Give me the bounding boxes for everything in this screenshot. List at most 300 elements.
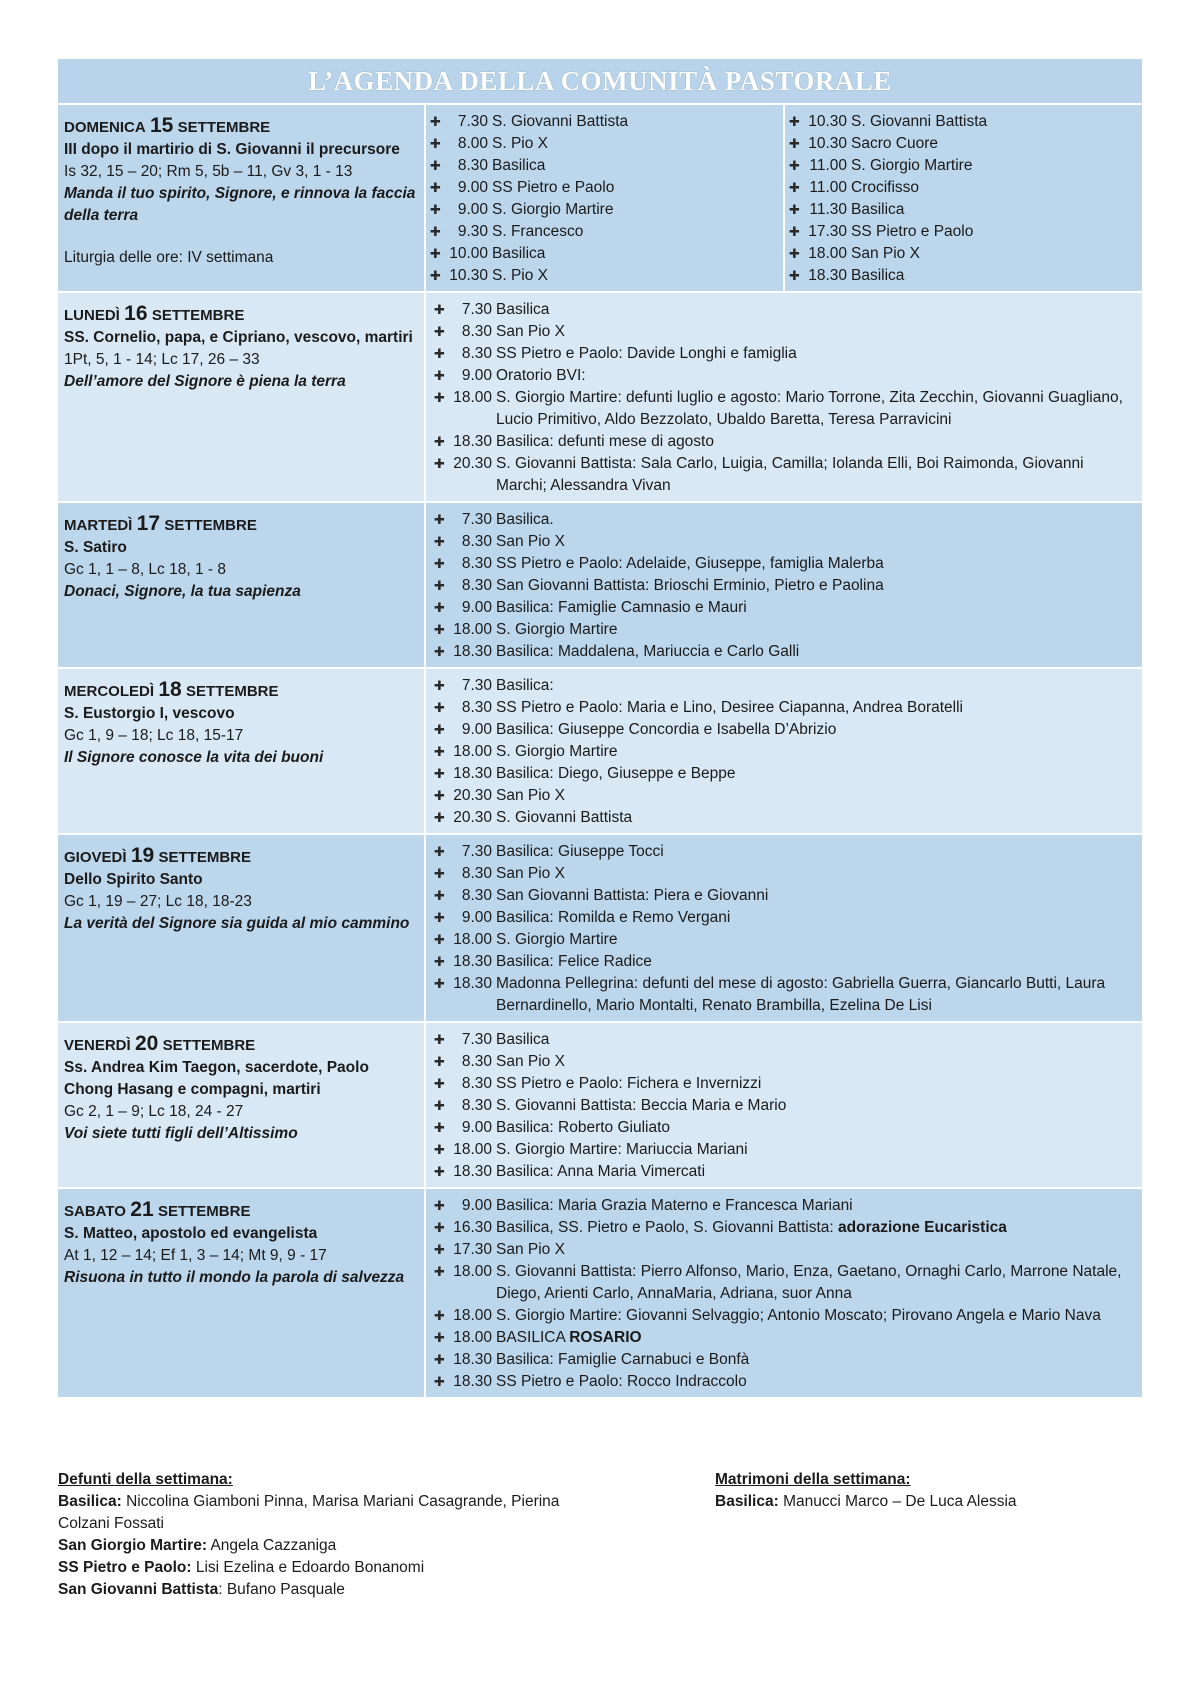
- event-time: 7.30: [461, 511, 492, 528]
- event-time: 10.00: [449, 245, 488, 262]
- cross-icon: ✚: [434, 910, 445, 925]
- event-text: S. Giovanni Battista: Beccia Maria e Mario: [496, 1097, 787, 1114]
- cross-icon: ✚: [434, 1330, 445, 1345]
- event-text: Basilica.: [496, 511, 554, 528]
- event-item: [434, 785, 1136, 807]
- liturgy-note: Liturgia delle ore: IV settimana: [64, 249, 274, 266]
- event-description: [496, 841, 1136, 863]
- event-text: S. Giorgio Martire: [492, 201, 614, 218]
- event-item: [789, 265, 1136, 287]
- event-time: 9.00: [457, 179, 488, 196]
- day-month: SETTEMBRE: [162, 1037, 256, 1054]
- psalm-response: Voi siete tutti figli dell’Altissimo: [64, 1125, 298, 1142]
- event-item: [434, 1139, 1136, 1161]
- event-description: [496, 597, 1136, 619]
- event-text: Basilica: Famiglie Carnabuci e Bonfà: [496, 1351, 750, 1368]
- cross-icon: ✚: [434, 1076, 445, 1091]
- event-text: San Pio X: [496, 865, 565, 882]
- cross-icon: ✚: [434, 534, 445, 549]
- event-time: 11.30: [809, 201, 847, 218]
- event-item: [430, 177, 777, 199]
- cross-icon: ✚: [434, 1032, 445, 1047]
- event-item: [434, 1073, 1136, 1095]
- event-text: Basilica: [496, 1031, 550, 1048]
- event-description: [496, 929, 1136, 951]
- cross-icon: ✚: [434, 888, 445, 903]
- event-time: 18.30: [453, 975, 492, 992]
- event-time: 8.30: [461, 345, 492, 362]
- event-time: 18.00: [453, 621, 492, 638]
- day-heading: [64, 513, 418, 537]
- footer-names: Angela Cazzaniga: [207, 1537, 337, 1554]
- feast-name: SS. Cornelio, papa, e Cipriano, vescovo, martiri: [64, 329, 413, 346]
- event-description: [851, 221, 1136, 243]
- event-text: Basilica: Anna Maria Vimercati: [496, 1163, 706, 1180]
- cross-icon: ✚: [434, 1264, 445, 1279]
- event-item: [434, 885, 1136, 907]
- days-table: [58, 105, 1142, 1397]
- day-name: GIOVEDÌ: [64, 849, 127, 866]
- psalm-response: Il Signore conosce la vita dei buoni: [64, 749, 324, 766]
- event-description: [492, 221, 777, 243]
- cross-icon: ✚: [434, 578, 445, 593]
- event-text: Basilica:: [496, 677, 554, 694]
- event-highlight: adorazione Eucaristica: [838, 1219, 1007, 1236]
- event-item: [434, 531, 1136, 553]
- event-text: S. Giovanni Battista: [496, 809, 633, 826]
- event-time: 8.30: [461, 699, 492, 716]
- event-text: Basilica: [851, 267, 905, 284]
- psalm-response: Manda il tuo spirito, Signore, e rinnova la faccia della terra: [64, 185, 416, 224]
- event-text: Basilica: [851, 201, 905, 218]
- psalm-response: La verità del Signore sia guida al mio cammino: [64, 915, 410, 932]
- event-time: 18.00: [453, 1263, 492, 1280]
- event-item: [434, 929, 1136, 951]
- cross-icon: ✚: [789, 202, 800, 217]
- event-time: 8.30: [461, 1097, 492, 1114]
- event-time: 10.30: [449, 267, 488, 284]
- event-highlight: ROSARIO: [569, 1329, 642, 1346]
- event-description: [496, 719, 1136, 741]
- cross-icon: ✚: [434, 644, 445, 659]
- event-text: San Pio X: [496, 533, 565, 550]
- day-number: 17: [136, 512, 160, 535]
- event-time: 9.00: [461, 1119, 492, 1136]
- mass-column: [426, 105, 783, 291]
- event-description: [496, 553, 1136, 575]
- day-info: [58, 503, 426, 667]
- event-description: [496, 1095, 1136, 1117]
- cross-icon: ✚: [434, 1308, 445, 1323]
- event-item: [434, 763, 1136, 785]
- event-time: 11.00: [809, 157, 847, 174]
- event-item: [434, 1095, 1136, 1117]
- event-text: SS Pietro e Paolo: Maria e Lino, Desiree Ciapanna, Andrea Boratelli: [496, 699, 963, 716]
- event-time: 18.00: [453, 931, 492, 948]
- event-text: S. Giovanni Battista: Pierro Alfonso, Mario, Enza, Gaetano, Ornaghi Carlo, Marrone Natale, Diego, Arienti Carlo, AnnaMaria, Adriana, suor Anna: [496, 1263, 1122, 1302]
- cross-icon: ✚: [434, 1220, 445, 1235]
- day-name: LUNEDÌ: [64, 307, 120, 324]
- event-item: [434, 973, 1136, 1017]
- psalm-response: Donaci, Signore, la tua sapienza: [64, 583, 301, 600]
- day-month: SETTEMBRE: [185, 683, 279, 700]
- cross-icon: ✚: [430, 180, 441, 195]
- event-description: [492, 111, 777, 133]
- event-description: [496, 1051, 1136, 1073]
- cross-icon: ✚: [434, 456, 445, 471]
- event-text: Basilica: Roberto Giuliato: [496, 1119, 671, 1136]
- event-description: [496, 1195, 1136, 1217]
- event-text: Basilica: Giuseppe Concordia e Isabella D’Abrizio: [496, 721, 837, 738]
- event-time: 7.30: [461, 1031, 492, 1048]
- event-item: [434, 951, 1136, 973]
- day-info: [58, 669, 426, 833]
- day-name: MARTEDÌ: [64, 517, 133, 534]
- event-description: [496, 1029, 1136, 1051]
- event-item: [430, 221, 777, 243]
- cross-icon: ✚: [430, 224, 441, 239]
- cross-icon: ✚: [434, 1054, 445, 1069]
- event-description: [496, 453, 1136, 497]
- event-text: San Giovanni Battista: Piera e Giovanni: [496, 887, 769, 904]
- event-time: 8.00: [457, 135, 488, 152]
- cross-icon: ✚: [434, 390, 445, 405]
- event-item: [434, 321, 1136, 343]
- event-text: SS Pietro e Paolo: Fichera e Invernizzi: [496, 1075, 762, 1092]
- day-row: [58, 503, 1142, 667]
- footer-entry: [58, 1535, 578, 1557]
- cross-icon: ✚: [434, 346, 445, 361]
- event-time: 8.30: [457, 157, 488, 174]
- mass-schedule: [426, 293, 1142, 501]
- day-name: DOMENICA: [64, 119, 146, 136]
- event-description: [496, 641, 1136, 663]
- mass-schedule: [426, 835, 1142, 1021]
- event-description: [496, 531, 1136, 553]
- cross-icon: ✚: [430, 268, 441, 283]
- event-time: 18.00: [453, 389, 492, 406]
- event-description: [496, 1261, 1136, 1305]
- event-text: Basilica: Famiglie Camnasio e Mauri: [496, 599, 747, 616]
- cross-icon: ✚: [434, 1120, 445, 1135]
- event-time: 7.30: [461, 301, 492, 318]
- cross-icon: ✚: [434, 810, 445, 825]
- cross-icon: ✚: [434, 678, 445, 693]
- event-description: [492, 265, 777, 287]
- event-description: [496, 343, 1136, 365]
- event-description: [496, 951, 1136, 973]
- event-text: S. Pio X: [492, 135, 548, 152]
- event-item: [434, 431, 1136, 453]
- event-time: 8.30: [461, 533, 492, 550]
- event-item: [434, 697, 1136, 719]
- event-description: [851, 265, 1136, 287]
- cross-icon: ✚: [434, 954, 445, 969]
- day-info: [58, 1189, 426, 1397]
- cross-icon: ✚: [789, 268, 800, 283]
- event-item: [434, 863, 1136, 885]
- event-item: [430, 243, 777, 265]
- event-text: San Pio X: [496, 787, 565, 804]
- cross-icon: ✚: [434, 512, 445, 527]
- day-row: [58, 1189, 1142, 1397]
- event-item: [430, 199, 777, 221]
- footer-entry: [58, 1579, 578, 1601]
- event-time: 9.30: [457, 223, 488, 240]
- event-item: [434, 1217, 1136, 1239]
- matrimoni-section: [715, 1469, 1135, 1513]
- event-item: [434, 1051, 1136, 1073]
- cross-icon: ✚: [789, 114, 800, 129]
- event-text: BASILICA: [496, 1329, 570, 1346]
- event-item: [789, 111, 1136, 133]
- event-description: [851, 177, 1136, 199]
- readings: Gc 1, 9 – 18; Lc 18, 15-17: [64, 727, 244, 744]
- event-text: S. Giorgio Martire: [851, 157, 973, 174]
- cross-icon: ✚: [434, 744, 445, 759]
- event-text: Basilica: Romilda e Remo Vergani: [496, 909, 731, 926]
- cross-icon: ✚: [789, 224, 800, 239]
- event-text: SS Pietro e Paolo: Adelaide, Giuseppe, famiglia Malerba: [496, 555, 884, 572]
- event-time: 18.00: [453, 1141, 492, 1158]
- cross-icon: ✚: [789, 246, 800, 261]
- defunti-title: Defunti della settimana:: [58, 1471, 233, 1488]
- event-description: [496, 785, 1136, 807]
- cross-icon: ✚: [434, 722, 445, 737]
- day-row: [58, 105, 1142, 291]
- event-item: [434, 1305, 1136, 1327]
- event-item: [434, 619, 1136, 641]
- event-text: San Pio X: [851, 245, 920, 262]
- event-text: Madonna Pellegrina: defunti del mese di agosto: Gabriella Guerra, Giancarlo Butti, Laura Bernardinello, Mario Montalti, Renato Brambilla, Ezelina De Lisi: [496, 975, 1106, 1014]
- cross-icon: ✚: [434, 866, 445, 881]
- event-text: Basilica: Maddalena, Mariuccia e Carlo Galli: [496, 643, 800, 660]
- event-description: [496, 741, 1136, 763]
- readings: Gc 1, 1 – 8, Lc 18, 1 - 8: [64, 561, 226, 578]
- day-heading: [64, 845, 418, 869]
- defunti-list: [58, 1491, 578, 1601]
- event-text: S. Giovanni Battista: [492, 113, 629, 130]
- cross-icon: ✚: [434, 556, 445, 571]
- cross-icon: ✚: [430, 202, 441, 217]
- event-description: [496, 1161, 1136, 1183]
- day-name: MERCOLEDÌ: [64, 683, 154, 700]
- cross-icon: ✚: [434, 302, 445, 317]
- event-time: 18.30: [453, 1373, 492, 1390]
- cross-icon: ✚: [434, 976, 445, 991]
- page-title: L’AGENDA DELLA COMUNITÀ PASTORALE: [58, 59, 1142, 103]
- cross-icon: ✚: [434, 788, 445, 803]
- event-description: [496, 575, 1136, 597]
- event-description: [851, 199, 1136, 221]
- event-description: [496, 509, 1136, 531]
- day-heading: [64, 115, 418, 139]
- event-item: [789, 155, 1136, 177]
- event-text: S. Pio X: [492, 267, 548, 284]
- day-info: [58, 293, 426, 501]
- event-description: [851, 111, 1136, 133]
- event-item: [434, 509, 1136, 531]
- event-text: Basilica: Diego, Giuseppe e Beppe: [496, 765, 736, 782]
- event-item: [434, 597, 1136, 619]
- event-description: [496, 675, 1136, 697]
- event-text: S. Giorgio Martire: [496, 743, 618, 760]
- event-time: 10.30: [808, 113, 847, 130]
- event-time: 9.00: [461, 721, 492, 738]
- event-text: Basilica: Felice Radice: [496, 953, 652, 970]
- footer-names: Manucci Marco – De Luca Alessia: [778, 1493, 1017, 1510]
- event-item: [789, 133, 1136, 155]
- footer-place: San Giovanni Battista: [58, 1581, 219, 1598]
- readings: Is 32, 15 – 20; Rm 5, 5b – 11, Gv 3, 1 - 13: [64, 163, 353, 180]
- event-item: [434, 1117, 1136, 1139]
- event-text: S. Giovanni Battista: Sala Carlo, Luigia, Camilla; Iolanda Elli, Boi Raimonda, Giovanni Marchi; Alessandra Vivan: [496, 455, 1084, 494]
- event-description: [496, 1117, 1136, 1139]
- event-item: [434, 1161, 1136, 1183]
- cross-icon: ✚: [434, 844, 445, 859]
- event-item: [434, 641, 1136, 663]
- readings: At 1, 12 – 14; Ef 1, 3 – 14; Mt 9, 9 - 17: [64, 1247, 327, 1264]
- event-time: 18.00: [453, 743, 492, 760]
- event-description: [851, 243, 1136, 265]
- event-time: 8.30: [461, 865, 492, 882]
- event-description: [496, 1349, 1136, 1371]
- cross-icon: ✚: [789, 158, 800, 173]
- event-text: Basilica: [496, 301, 550, 318]
- event-text: San Pio X: [496, 1241, 565, 1258]
- cross-icon: ✚: [434, 1242, 445, 1257]
- feast-name: S. Matteo, apostolo ed evangelista: [64, 1225, 318, 1242]
- event-text: San Pio X: [496, 1053, 565, 1070]
- event-description: [496, 365, 1136, 387]
- day-number: 18: [158, 678, 182, 701]
- event-description: [496, 807, 1136, 829]
- day-row: [58, 293, 1142, 501]
- event-text: Basilica: Maria Grazia Materno e Francesca Mariani: [496, 1197, 853, 1214]
- day-month: SETTEMBRE: [151, 307, 245, 324]
- event-time: 18.30: [453, 765, 492, 782]
- event-text: Basilica: defunti mese di agosto: [496, 433, 714, 450]
- cross-icon: ✚: [789, 136, 800, 151]
- event-description: [496, 321, 1136, 343]
- event-time: 10.30: [808, 135, 847, 152]
- event-description: [496, 863, 1136, 885]
- event-item: [434, 1261, 1136, 1305]
- event-description: [496, 431, 1136, 453]
- event-time: 18.30: [453, 953, 492, 970]
- event-description: [851, 155, 1136, 177]
- event-text: S. Giorgio Martire: defunti luglio e agosto: Mario Torrone, Zita Zecchin, Giovanni Guagliano, Lucio Primitivo, Aldo Bezzolato, Ubaldo Baretta, Teresa Parravicini: [496, 389, 1123, 428]
- event-item: [430, 155, 777, 177]
- event-description: [496, 885, 1136, 907]
- feast-name: Dello Spirito Santo: [64, 871, 203, 888]
- event-text: Basilica: [492, 157, 546, 174]
- event-item: [434, 1029, 1136, 1051]
- event-text: SS Pietro e Paolo: Rocco Indraccolo: [496, 1373, 747, 1390]
- event-description: [496, 697, 1136, 719]
- psalm-response: Dell’amore del Signore è piena la terra: [64, 373, 346, 390]
- day-name: SABATO: [64, 1203, 126, 1220]
- event-item: [789, 221, 1136, 243]
- event-item: [434, 841, 1136, 863]
- footer-place: Basilica:: [58, 1493, 122, 1510]
- event-time: 7.30: [461, 677, 492, 694]
- event-time: 8.30: [461, 555, 492, 572]
- event-item: [434, 1195, 1136, 1217]
- cross-icon: ✚: [434, 1098, 445, 1113]
- event-description: [496, 1239, 1136, 1261]
- event-item: [434, 675, 1136, 697]
- footer-place: Basilica:: [715, 1493, 779, 1510]
- event-description: [496, 973, 1136, 1017]
- readings: Gc 2, 1 – 9; Lc 18, 24 - 27: [64, 1103, 244, 1120]
- event-text: San Pio X: [496, 323, 565, 340]
- event-text: S. Francesco: [492, 223, 584, 240]
- cross-icon: ✚: [430, 158, 441, 173]
- footer-place: SS Pietro e Paolo:: [58, 1559, 192, 1576]
- event-time: 8.30: [461, 887, 492, 904]
- event-item: [789, 243, 1136, 265]
- mass-schedule: [426, 105, 1142, 291]
- event-text: S. Giorgio Martire: Giovanni Selvaggio; Antonio Moscato; Pirovano Angela e Mario Nava: [496, 1307, 1101, 1324]
- psalm-response: Risuona in tutto il mondo la parola di salvezza: [64, 1269, 405, 1286]
- mass-column: [783, 105, 1142, 291]
- cross-icon: ✚: [430, 246, 441, 261]
- cross-icon: ✚: [434, 368, 445, 383]
- event-item: [434, 807, 1136, 829]
- event-time: 9.00: [461, 367, 492, 384]
- cross-icon: ✚: [434, 700, 445, 715]
- event-time: 8.30: [461, 1053, 492, 1070]
- event-description: [496, 1217, 1136, 1239]
- event-description: [851, 133, 1136, 155]
- day-heading: [64, 1033, 418, 1057]
- event-text: SS Pietro e Paolo: [492, 179, 615, 196]
- event-item: [789, 199, 1136, 221]
- event-time: 9.00: [457, 201, 488, 218]
- event-time: 18.00: [453, 1307, 492, 1324]
- event-item: [434, 387, 1136, 431]
- cross-icon: ✚: [434, 932, 445, 947]
- cross-icon: ✚: [434, 766, 445, 781]
- day-number: 21: [130, 1198, 154, 1221]
- cross-icon: ✚: [434, 622, 445, 637]
- defunti-section: [58, 1469, 578, 1601]
- event-time: 9.00: [461, 599, 492, 616]
- event-description: [496, 387, 1136, 431]
- footer-names: Lisi Ezelina e Edoardo Bonanomi: [191, 1559, 425, 1576]
- event-text: S. Giovanni Battista: [851, 113, 988, 130]
- event-description: [492, 177, 777, 199]
- event-item: [434, 741, 1136, 763]
- day-month: SETTEMBRE: [157, 1203, 251, 1220]
- event-text: Basilica: Giuseppe Tocci: [496, 843, 664, 860]
- day-heading: [64, 679, 418, 703]
- event-text: Basilica: [492, 245, 546, 262]
- footer-place: San Giorgio Martire:: [58, 1537, 207, 1554]
- footer-names: : Bufano Pasquale: [218, 1581, 345, 1598]
- feast-name: Ss. Andrea Kim Taegon, sacerdote, Paolo Chong Hasang e compagni, martiri: [64, 1059, 369, 1098]
- day-month: SETTEMBRE: [177, 119, 271, 136]
- event-text: Basilica, SS. Pietro e Paolo, S. Giovanni Battista:: [496, 1219, 839, 1236]
- cross-icon: ✚: [789, 180, 800, 195]
- event-time: 18.30: [453, 1163, 492, 1180]
- event-item: [430, 265, 777, 287]
- cross-icon: ✚: [434, 324, 445, 339]
- event-time: 7.30: [461, 843, 492, 860]
- event-time: 7.30: [457, 113, 488, 130]
- event-time: 20.30: [453, 809, 492, 826]
